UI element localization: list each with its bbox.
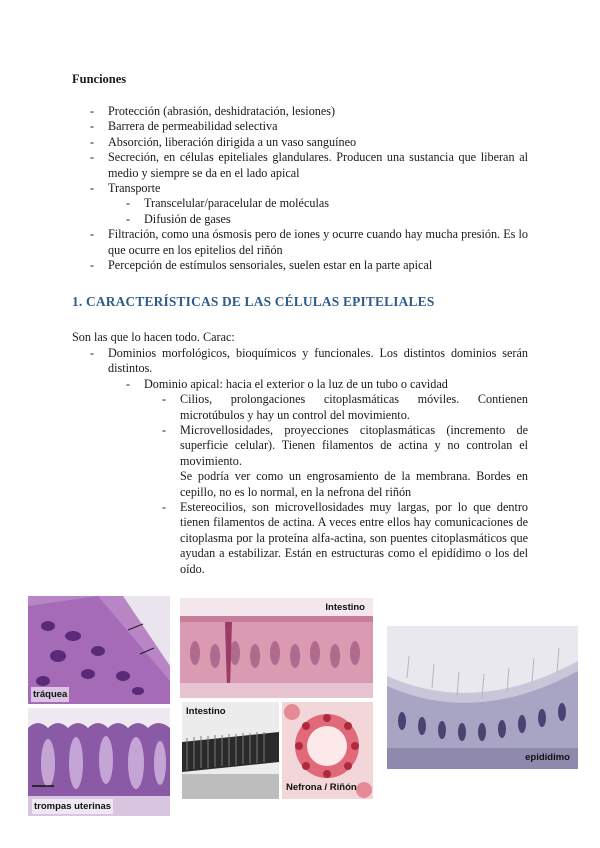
nefrona-label: Nefrona / Riñón	[286, 781, 357, 793]
intestino-top-label: Intestino	[325, 602, 365, 613]
list-item	[144, 377, 528, 577]
list-item: - Protección (abrasión, deshidratación, lesiones)	[108, 104, 528, 119]
microvellosidades-text: Microvellosidades, proyecciones citoplasmáticas (incremento de superficie celular). Tienen filamentos de actina y no controlan el movimiento.	[180, 423, 528, 468]
list-item	[180, 423, 528, 500]
nefrona-micrograph	[282, 702, 373, 799]
list-item: - Secreción, en células epiteliales glandulares. Producen una sustancia que liberan al medio y siempre se da en el lado apical	[108, 150, 528, 181]
epididimo-micrograph	[387, 626, 578, 769]
list-item: - Difusión de gases	[144, 212, 528, 227]
list-item: - Cilios, prolongaciones citoplasmáticas móviles. Contienen microtúbulos y hay un control del movimiento.	[180, 392, 528, 423]
epididimo-label: epidídimo	[525, 751, 570, 763]
list-item: - Transcelular/paracelular de moléculas	[144, 196, 528, 211]
dominios-sublist	[144, 377, 528, 577]
apical-sublist	[180, 392, 528, 577]
list-item	[108, 181, 528, 227]
list-item	[108, 346, 528, 577]
section-intro: Son las que lo hacen todo. Carac:	[72, 330, 235, 344]
intestino-bw-label: Intestino	[186, 706, 226, 717]
list-item: - Estereocilios, son microvellosidades muy largas, por lo que dentro tienen filamentos de actina. A veces entre ellos hay comunicaciones de citoplasma por la proteína alfa-actina, son puentes citoplasmáticos que ayudan a estabilizar. Están en estructuras como el epidídimo o los del oído.	[180, 500, 528, 577]
dominios-text: Dominios morfológicos, bioquímicos y funcionales. Los distintos dominios serán distintos.	[108, 346, 528, 376]
section-title: 1. CARACTERÍSTICAS DE LAS CÉLULAS EPITELIALES	[72, 294, 435, 309]
intestino-color-micrograph	[180, 598, 373, 698]
transporte-sublist	[108, 196, 528, 227]
trompas-micrograph	[28, 708, 170, 816]
list-item: - Barrera de permeabilidad selectiva	[108, 119, 528, 134]
list-item: - Percepción de estímulos sensoriales, suelen estar en la parte apical	[108, 258, 528, 273]
transporte-label: Transporte	[108, 181, 161, 196]
intestino-bw-micrograph	[182, 702, 279, 799]
apical-text: Dominio apical: hacia el exterior o la luz de un tubo o cavidad	[144, 376, 448, 391]
trompas-label: trompas uterinas	[32, 799, 113, 814]
epididimo-image	[387, 626, 578, 769]
funciones-list	[108, 104, 528, 273]
list-item: - Absorción, liberación dirigida a un vaso sanguíneo	[108, 135, 528, 150]
traquea-label: tráquea	[31, 687, 69, 702]
list-item: - Filtración, como una ósmosis pero de iones y ocurre cuando hay mucha presión. Es lo que ocurre en los epitelios del riñón	[108, 227, 528, 258]
microvellosidades-extra: Se podría ver como un engrosamiento de la membrana. Bordes en cepillo, no es lo normal, en la nefrona del riñón	[180, 469, 528, 499]
funciones-heading: Funciones	[72, 72, 127, 86]
caracteristicas-list	[108, 346, 528, 577]
traquea-micrograph	[28, 596, 170, 704]
